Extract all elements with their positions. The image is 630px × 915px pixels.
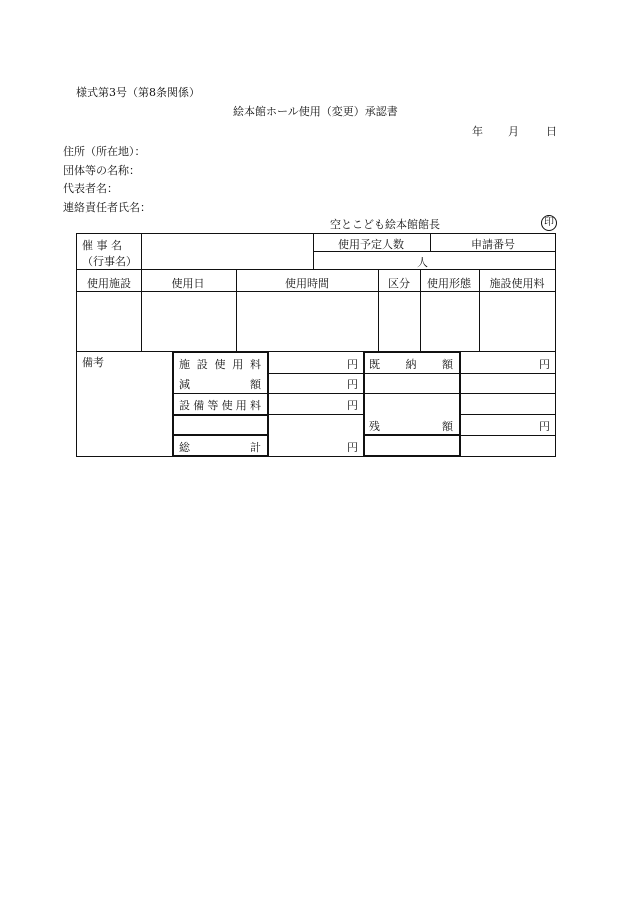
yen-reduction: 円: [347, 378, 358, 391]
org-name-label: 団体等の名称：: [63, 164, 140, 177]
yen-facility-fee: 円: [347, 358, 358, 371]
equipment-fee-label: 設 備 等 使 用 料: [179, 399, 261, 412]
approval-table: [76, 233, 556, 457]
yen-balance: 円: [539, 420, 550, 433]
expected-attendance-label: 使用予定人数: [338, 238, 404, 251]
date-line: [472, 123, 557, 139]
document-title: 絵本館ホール使用（変更）承認書: [233, 105, 398, 118]
total-label: 総 計: [179, 441, 261, 454]
yen-total: 円: [347, 441, 358, 454]
seal-mark: 印: [541, 215, 557, 231]
event-name-label: 催 事 名: [82, 239, 122, 252]
yen-already-paid: 円: [539, 358, 550, 371]
yen-equipment-fee: 円: [347, 399, 358, 412]
representative-label: 代表者名：: [63, 182, 118, 195]
column-use-type: 使用形態: [427, 277, 471, 290]
already-paid-label: 既 納 額: [369, 358, 453, 371]
column-facility-fee: 施設使用料: [489, 277, 545, 290]
date-month: 月: [508, 125, 519, 138]
date-year: 年: [472, 125, 483, 138]
form-number: 様式第3号（第8条関係）: [76, 86, 200, 99]
column-category: 区分: [388, 277, 410, 290]
remarks-label: 備考: [82, 356, 104, 369]
issuer-name: 空とこども絵本館館長: [330, 218, 440, 231]
reduction-label: 減 額: [179, 378, 261, 391]
address-label: 住所（所在地）：: [63, 145, 146, 158]
person-unit: 人: [417, 256, 428, 269]
balance-label: 残 額: [369, 420, 453, 433]
application-number-label: 申請番号: [471, 238, 515, 251]
column-facility: 使用施設: [87, 277, 131, 290]
facility-fee-label: 施 設 使 用 料: [179, 358, 261, 371]
contact-person-label: 連絡責任者氏名：: [63, 201, 151, 214]
column-use-time: 使用時間: [285, 277, 329, 290]
column-use-date: 使用日: [171, 277, 205, 290]
event-name-sublabel: （行事名）: [82, 255, 137, 268]
date-day: 日: [546, 125, 557, 138]
